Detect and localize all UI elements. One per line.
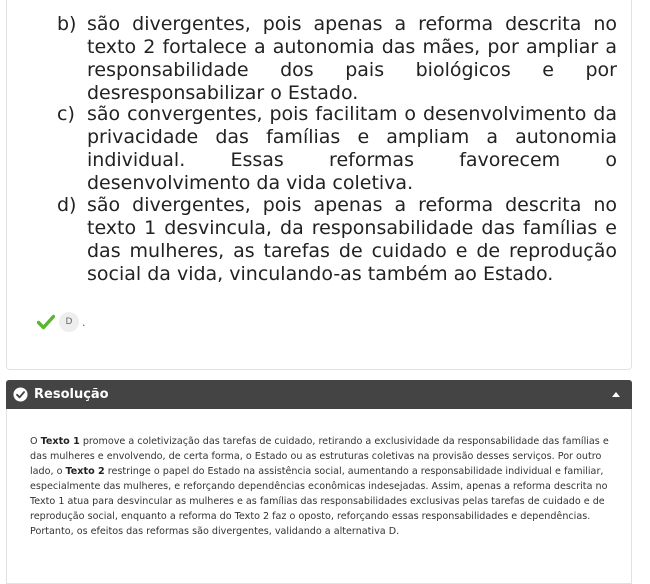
resolution-text: O Texto 1 promove a coletivização das tarefas de cuidado, retirando a exclusividade da responsabilidade das famílias e das mulheres e envolvendo, de certa forma, o Estado ou as estruturas coletivas na provisão desses serviços. Por outro lado, o Texto 2 restringe o papel do Estado na assistência social, aumentando a responsabilidade individual e familiar, especialmente das mulheres, e reforçando dependências econômicas indesejadas. Assim, apenas a reforma descrita no Texto 1 atua para desvincular as mulheres e as famílias das responsabilidades exclusivas pelas tarefas de cuidado e de reprodução social, enquanto a reforma do Texto 2 faz o oposto, reforçando essas responsabilidades e dependências. Portanto, os efeitos das reformas são divergentes, validando a alternativa D.: [30, 436, 609, 537]
question-card: [6, 0, 632, 370]
text1-bold: Texto 1: [40, 436, 80, 447]
option-letter: b): [57, 13, 77, 35]
caret-up-icon[interactable]: [612, 392, 620, 397]
option-text: são convergentes, pois facilitam o desenvolvimento da privacidade das famílias e ampliam a autonomia individual. Essas reformas favorecem o desenvolvimento da vida coletiva.: [87, 103, 617, 194]
option-text: são divergentes, pois apenas a reforma descrita no texto 2 fortalece a autonomia das mães, por ampliar a responsabilidade dos pais biológicos e por desresponsabilizar o Estado.: [87, 13, 617, 104]
resolution-title: Resolução: [34, 387, 109, 402]
check-icon: [37, 314, 55, 330]
resolution-body: [6, 409, 632, 584]
option-c[interactable]: [57, 103, 617, 195]
option-d[interactable]: [57, 194, 617, 286]
option-letter: d): [57, 194, 77, 216]
option-text: são divergentes, pois apenas a reforma descrita no texto 1 desvincula, da responsabilidade das famílias e das mulheres, as tarefas de cuidado e de reprodução social da vida, vinculando-as também ao Estado.: [87, 194, 617, 285]
text2-bold: Texto 2: [65, 466, 105, 477]
option-b[interactable]: [57, 13, 617, 105]
answer-badge: D: [59, 312, 79, 332]
resolution-header[interactable]: [6, 380, 632, 409]
option-letter: c): [57, 103, 75, 125]
answer-dot: .: [82, 315, 86, 329]
check-circle-icon: [13, 387, 28, 402]
answer-row: [37, 312, 86, 332]
